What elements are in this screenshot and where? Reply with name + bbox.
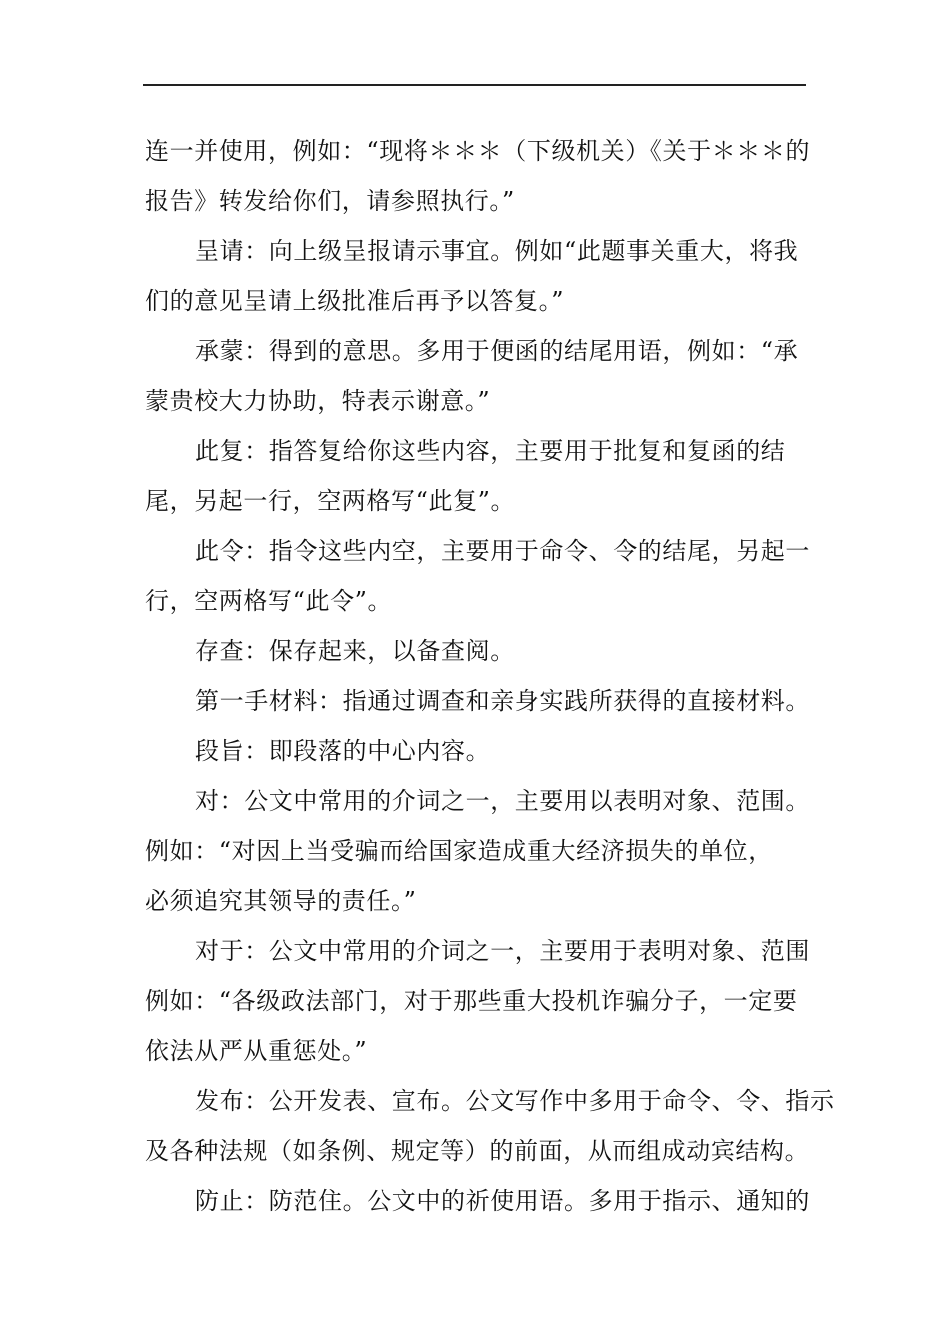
text-line: 们的意见呈请上级批准后再予以答复。” (145, 287, 565, 315)
text-line: 行，空两格写“此令”。 (145, 587, 393, 615)
header-rule (143, 84, 806, 86)
text-line: 发布：公开发表、宣布。公文写作中多用于命令、令、指示 (195, 1087, 835, 1115)
text-line: 及各种法规（如条例、规定等）的前面，从而组成动宾结构。 (145, 1137, 810, 1165)
text-line: 蒙贵校大力协助，特表示谢意。” (145, 387, 491, 415)
text-line: 例如：“各级政法部门，对于那些重大投机诈骗分子，一定要 (145, 987, 798, 1015)
text-line: 必须追究其领导的责任。” (145, 887, 417, 915)
paragraph (145, 1076, 835, 1176)
paragraph (145, 1176, 810, 1226)
paragraph (145, 126, 810, 226)
text-line: 存查：保存起来，以备查阅。 (195, 637, 515, 665)
text-line: 依法从严从重惩处。” (145, 1037, 368, 1065)
text-line: 此令：指令这些内空，主要用于命令、令的结尾，另起一 (195, 537, 810, 565)
text-line: 段旨：即段落的中心内容。 (195, 737, 491, 765)
text-line: 第一手材料：指通过调查和亲身实践所获得的直接材料。 (195, 687, 810, 715)
text-line: 对于：公文中常用的介词之一，主要用于表明对象、范围 (195, 937, 810, 965)
paragraph (145, 626, 810, 676)
paragraph (145, 526, 810, 626)
text-line: 尾，另起一行，空两格写“此复”。 (145, 487, 516, 515)
text-line: 报告》转发给你们，请参照执行。” (145, 187, 515, 215)
text-line: 防止：防范住。公文中的祈使用语。多用于指示、通知的 (195, 1187, 810, 1215)
paragraph (145, 326, 810, 426)
paragraph (145, 926, 810, 1076)
paragraph (145, 226, 810, 326)
document-body (145, 126, 835, 1226)
text-line: 承蒙：得到的意思。多用于便函的结尾用语，例如：“承 (195, 337, 799, 365)
text-line: 例如：“对因上当受骗而给国家造成重大经济损失的单位， (145, 837, 773, 865)
paragraph (145, 426, 810, 526)
text-line: 对：公文中常用的介词之一，主要用以表明对象、范围。 (195, 787, 810, 815)
paragraph (145, 676, 810, 726)
text-line: 此复：指答复给你这些内容，主要用于批复和复函的结 (195, 437, 786, 465)
text-line: 连一并使用，例如：“现将＊＊＊（下级机关）《关于＊＊＊的 (145, 137, 811, 165)
paragraph (145, 726, 810, 776)
paragraph (145, 776, 810, 926)
text-line: 呈请：向上级呈报请示事宜。例如“此题事关重大，将我 (195, 237, 799, 265)
